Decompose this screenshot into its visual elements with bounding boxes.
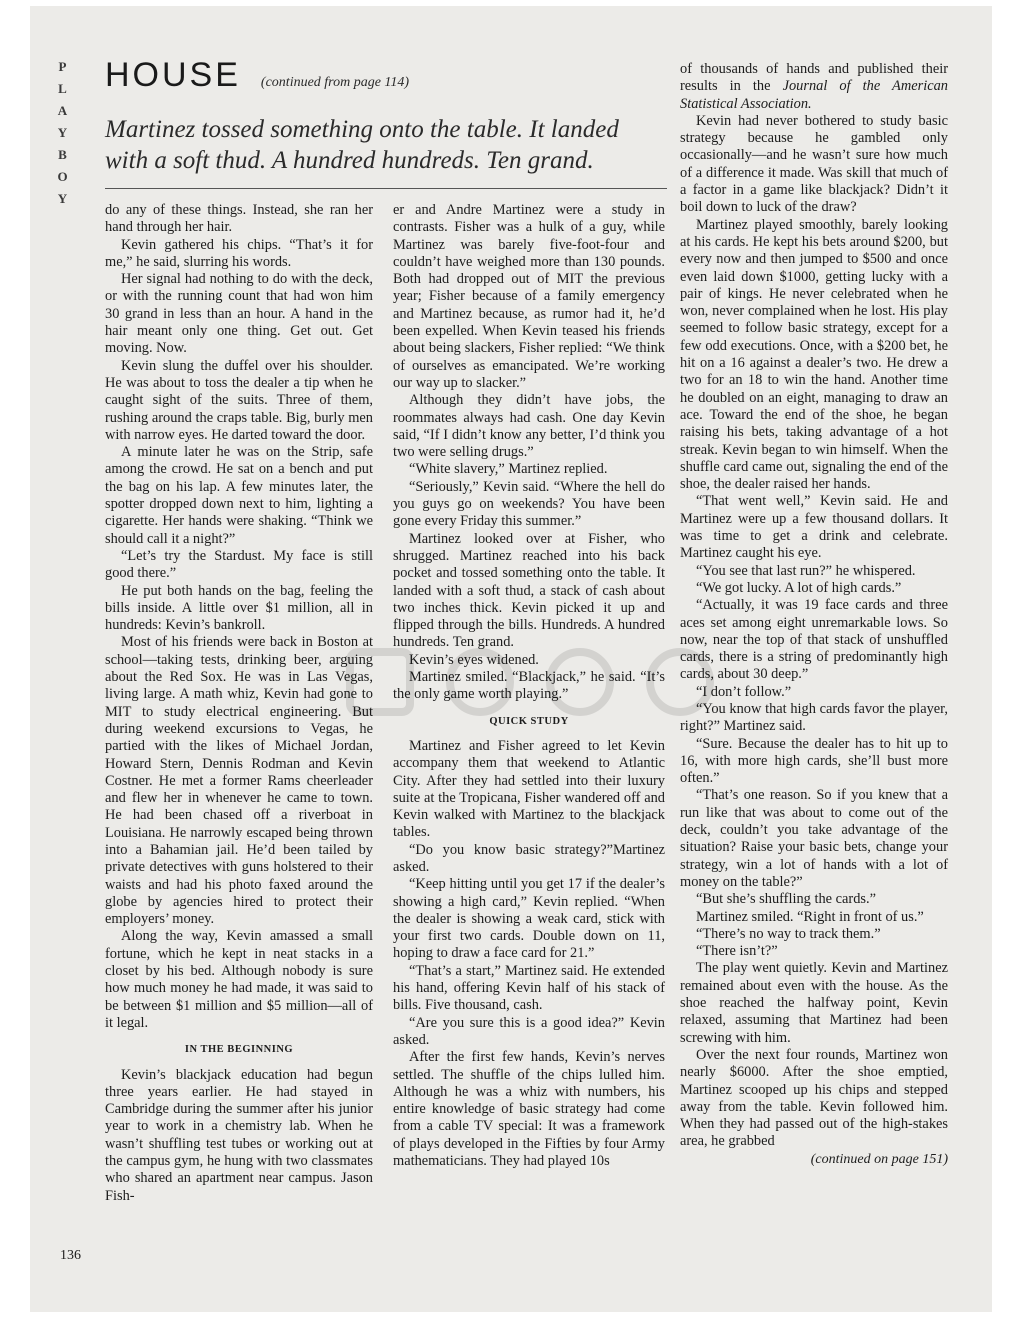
magazine-letter: Y (57, 125, 69, 140)
magazine-letter: B (58, 147, 68, 162)
paragraph: Martinez looked over at Fisher, who shrugged. Martinez reached into his back pocket and tossed something onto the table. It landed with a soft thud, a stack of cash about two inches thick. Kevin picked it up and flipped through the bills. Hundreds. A hundred hundreds. Ten grand. (393, 530, 665, 651)
paragraph: “White slavery,” Martinez replied. (409, 461, 608, 478)
paragraph: “But she’s shuffling the cards.” (696, 891, 876, 908)
paragraph: Over the next four rounds, Martinez won nearly $6000. After the shoe emptied, Martinez scooped up his chips and stepped away from the table. Kevin followed him. When they had passed out of the high-stakes area, he grabbed (680, 1046, 948, 1150)
section-title: HOUSE (105, 56, 241, 94)
continued-from-note: (continued from page 114) (260, 75, 410, 90)
paragraph-text: of thousands of hands and published their results in the (680, 61, 948, 95)
paragraph: Martinez played smoothly, barely looking at his cards. He kept his bets around $200, but every now and then jumped to $500 and once even laid down $1000, getting lucky with a pair of kings. He never celebrated when he won, never complained when he lost. His play seemed to follow basic strategy, except for a few odd executions. Once, with a $200 bet, he hit on a 16 against a dealer’s two. He drew a two for an 18 to win the hand. Another time he doubled on an eight, managing to draw an ace. Toward the end of the shoe, he began raising his bets, taking advantage of a hot streak. Kevin began to win himself. When the shuffle card came out, signaling the end of the shoe, the dealer raised her hands. (680, 216, 948, 493)
paragraph: “Actually, it was 19 face cards and three aces set among eight unremarkable lows. So now, near the top of that stack of unshuffled cards, there is a string of predominantly high cards, about 30 deep.” (680, 597, 948, 683)
paragraph: “You know that high cards favor the player, right?” Martinez said. (680, 700, 948, 735)
paragraph: Martinez smiled. “Blackjack,” he said. “It’s the only game worth playing.” (393, 669, 665, 703)
paragraph: “I don’t follow.” (696, 683, 792, 700)
paragraph: “That’s one reason. So if you knew that a run like that was about to come out of the deck, couldn’t you take advantage of the situation? Raise your basic bets, change your strategy, win a lot of hands with a lot of money on the table?” (680, 787, 948, 890)
paragraph: The play went quietly. Kevin and Martinez remained about even with the house. As the shoe reached the halfway point, Kevin relaxed, assuming that Martinez had been screwing with him. (680, 960, 948, 1046)
paragraph: A minute later he was on the Strip, safe among the crowd. He sat on a bench and put the bag on his lap. A few minutes later, the spotter dropped down next to him, lighting a cigarette. Her hands were shaking. “Think we should call it a night?” (105, 444, 373, 547)
text-column-1 (105, 202, 373, 1205)
paragraph: “There isn’t?” (696, 943, 778, 960)
paragraph: Kevin slung the duffel over his shoulder. He was about to toss the dealer a tip when he caught sight of the suits. Three of them, rushing around the craps table. Big, burly men with narrow eyes. He darted toward the door. (105, 357, 373, 443)
header-rule (105, 188, 667, 189)
paragraph: “Are you sure this is a good idea?” Kevin asked. (393, 1014, 665, 1048)
journal-title: Journal of the American Statistical Association. (680, 78, 948, 112)
text-column-3 (680, 61, 948, 1168)
paragraph: Although they didn’t have jobs, the roommates always had cash. One day Kevin said, “If I didn’t know any better, I’d think you two were selling drugs.” (393, 392, 665, 461)
paragraph: He put both hands on the bag, feeling the bills inside. A little over $1 million, all in hundreds: Kevin’s bankroll. (105, 582, 373, 634)
paragraph: Her signal had nothing to do with the deck, or with the running count that had won him 30 grand in less than an hour. A hand in the hair meant only one thing. Get out. Get moving. Now. (105, 271, 373, 357)
magazine-letter: A (57, 103, 69, 118)
pull-quote: Martinez tossed something onto the table. It landed with a soft thud. A hundred hundreds. Ten grand. (105, 116, 619, 174)
magazine-letter: L (58, 81, 68, 96)
paragraph: “Keep hitting until you get 17 if the dealer’s showing a high card,” Kevin replied. “When the dealer is showing a weak card, stick with your first two cards. Double down on 11, hoping to draw a face card for 21.” (393, 876, 665, 962)
paragraph: Martinez smiled. “Right in front of us.” (696, 908, 924, 925)
magazine-name-vertical (52, 56, 74, 210)
watermark-graphic (340, 642, 760, 722)
subhead-quick-study: QUICK STUDY (489, 715, 569, 727)
paragraph: After the first few hands, Kevin’s nerves settled. The shuffle of the chips lulled him. Although he was a whiz with numbers, his entire knowledge of basic strategy had come from a cable TV special: It was a framework of plays developed in the Fifties by four Army mathematicians. They had played 10s (393, 1049, 665, 1170)
section-header (105, 56, 409, 95)
paragraph: “Do you know basic strategy?”Martinez asked. (393, 841, 665, 875)
paragraph: “That’s a start,” Martinez said. He extended his hand, offering Kevin half of his stack of bills. Five thousand, cash. (393, 962, 665, 1014)
paragraph: “You see that last run?” he whispered. (696, 562, 916, 579)
paragraph: Kevin had never bothered to study basic strategy because he gambled only occasionally—and he wasn’t sure how much of a difference it made. Was skill that much of a factor in a game like blackjack? Didn’t it boil down to luck of the draw? (680, 112, 948, 216)
paragraph: “Let’s try the Stardust. My face is still good there.” (105, 547, 373, 582)
paragraph: “Sure. Because the dealer has to hit up to 16, with more high cards, she’ll bust more often.” (680, 735, 948, 787)
paragraph: “Seriously,” Kevin said. “Where the hell do you guys go on weekends? You have been gone every Friday this summer.” (393, 478, 665, 530)
paragraph: “That went well,” Kevin said. He and Martinez were up a few thousand dollars. It was time to get a drink and celebrate. Martinez caught his eye. (680, 493, 948, 562)
paragraph: Martinez and Fisher agreed to let Kevin accompany them that weekend to Atlantic City. After they had settled into their luxury suite at the Tropicana, Fisher wandered off and Kevin walked with Martinez to the blackjack tables. (393, 737, 665, 841)
page-number: 136 (60, 1248, 81, 1263)
magazine-letter: O (57, 169, 69, 184)
paragraph (680, 61, 948, 113)
paragraph: do any of these things. Instead, she ran her hand through her hair. (105, 202, 373, 236)
magazine-page (30, 6, 992, 1312)
paragraph: er and Andre Martinez were a study in contrasts. Fisher was a hulk of a guy, while Martinez was barely five-foot-four and couldn’t have weighed more than 130 pounds. Both had dropped out of MIT the previous year; Fisher because of a family emergency and Martinez because, as rumor had it, he’d been expelled. When Kevin teased his friends about being slackers, Fisher replied: “We think of ourselves as emancipated. We’re working our way up to slacker.” (393, 202, 665, 391)
paragraph: “There’s no way to track them.” (696, 925, 881, 942)
subhead-in-the-beginning: IN THE BEGINNING (184, 1044, 294, 1056)
paragraph: “We got lucky. A lot of high cards.” (696, 579, 902, 596)
paragraph: Along the way, Kevin amassed a small fortune, which he kept in neat stacks in a closet by his bed. Although nobody is sure how much money he had made, it was said to be between $1 million and $5 million—all of it legal. (105, 928, 373, 1031)
paragraph: Kevin’s eyes widened. (409, 651, 539, 668)
paragraph: Kevin’s blackjack education had begun three years earlier. He had stayed in Cambridge during the summer after his junior year to work in a chemistry lab. When he wasn’t shuffling test tubes or working out at the campus gym, he hung with two classmates who shared an apartment near campus. Jason Fish- (105, 1066, 373, 1204)
paragraph: Kevin gathered his chips. “That’s it for me,” he said, slurring his words. (105, 236, 373, 270)
magazine-letter: P (58, 59, 68, 74)
continued-on-note: (continued on page 151) (810, 1151, 948, 1167)
paragraph: Most of his friends were back in Boston at school—taking tests, drinking beer, arguing about the Red Sox. He was in Las Vegas, living large. A math whiz, Kevin had gone to MIT to study electrical engineering. But during weekend excursions to Vegas, he partied with the likes of Michael Jordan, Howard Stern, Dennis Rodman and Kevin Costner. He met a former Rams cheerleader and flew her in whenever he came to town. He had been chased off a riverboat in Louisiana. He narrowly escaped being thrown into a Bahamian jail. He’d been tailed by private detectives with guns holstered to their waists and had his photo faxed around the globe by agencies hired to protect their employers’ money. (105, 634, 373, 928)
magazine-letter: Y (57, 191, 69, 206)
